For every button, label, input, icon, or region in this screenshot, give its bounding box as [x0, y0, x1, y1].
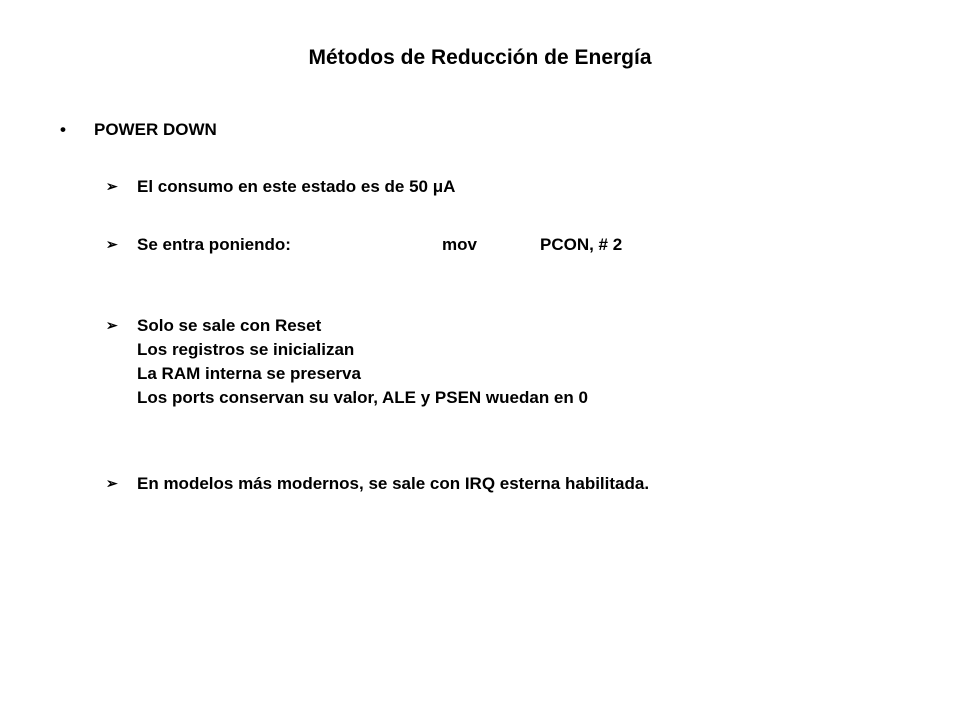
command-opcode: mov	[442, 235, 477, 254]
bullet-dot-icon: •	[60, 120, 66, 139]
list-item-modelos	[106, 472, 649, 495]
section-heading: POWER DOWN	[94, 120, 217, 139]
list-item-line: Los registros se inicializan	[137, 340, 355, 359]
arrow-bullet-icon: ➢	[106, 475, 118, 491]
arrow-bullet-icon: ➢	[106, 236, 118, 252]
section-bullet	[60, 118, 217, 142]
list-item-line: La RAM interna se preserva	[137, 364, 361, 383]
list-item-salida	[106, 314, 588, 410]
list-item-entrada	[106, 233, 622, 256]
list-item-line: Solo se sale con Reset	[137, 316, 322, 335]
list-item-consumo	[106, 175, 455, 198]
command-operand: PCON, # 2	[540, 235, 623, 254]
list-item-text: El consumo en este estado es de 50 μA	[137, 177, 456, 196]
list-item-text: En modelos más modernos, se sale con IRQ esterna habilitada.	[137, 474, 650, 493]
command-label: Se entra poniendo:	[137, 235, 291, 254]
slide-title: Métodos de Reducción de Energía	[308, 46, 652, 69]
arrow-bullet-icon: ➢	[106, 178, 118, 194]
list-item-line: Los ports conservan su valor, ALE y PSEN wuedan en 0	[137, 388, 588, 407]
arrow-bullet-icon: ➢	[106, 317, 118, 333]
